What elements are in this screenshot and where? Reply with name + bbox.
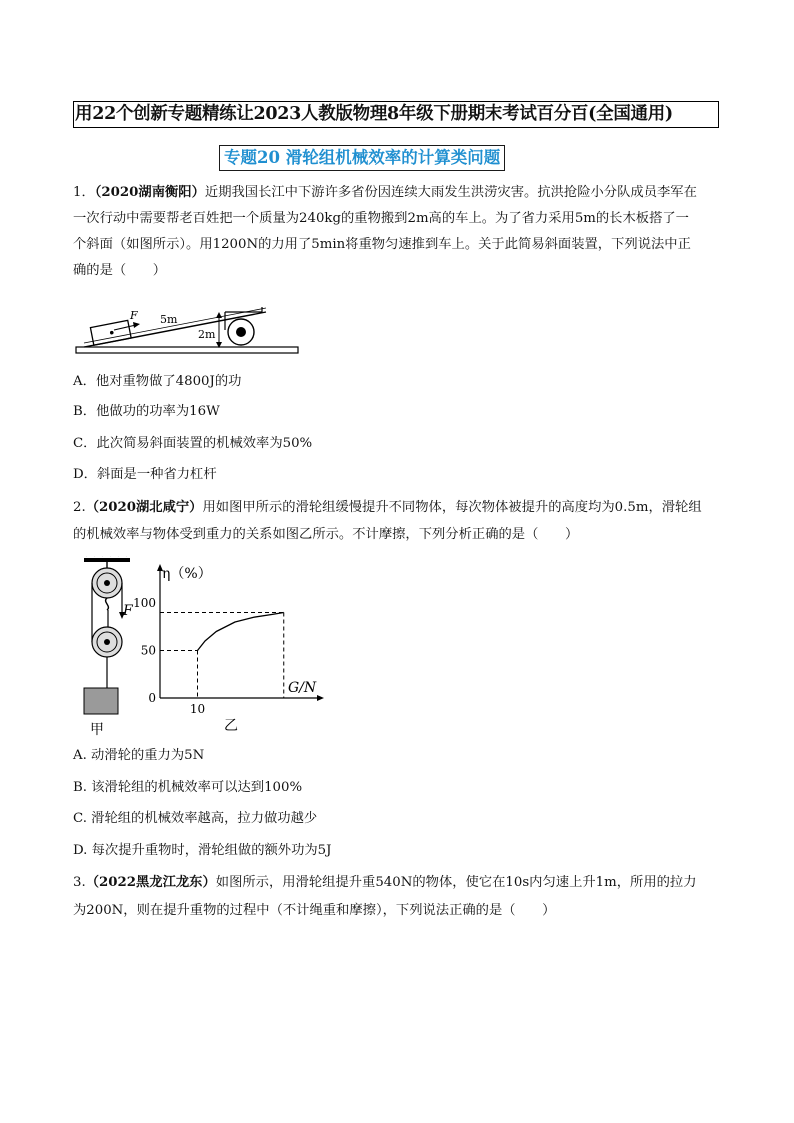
heavy-box <box>90 320 131 345</box>
question-2-option-d: D. 每次提升重物时，滑轮组做的额外功为5J <box>73 843 332 858</box>
x-axis-arrow <box>317 695 324 701</box>
question-2-option-a: A. 动滑轮的重力为5N <box>73 748 205 763</box>
topic-title: 专题20 滑轮组机械效率的计算类问题 <box>219 145 505 171</box>
incline-figure <box>70 302 302 360</box>
question-2-option-b: B. 该滑轮组的机械效率可以达到100% <box>73 780 303 795</box>
y-axis-label: η（%） <box>162 566 212 582</box>
question-text: 近期我国长江中下游许多省份因连续大雨发生洪涝灾害。抗洪抢险小分队成员李军在 <box>204 185 697 200</box>
question-2-line-2: 的机械效率与物体受到重力的关系如图乙所示。不计摩擦，下列分析正确的是（ ） <box>73 527 579 542</box>
y-tick-label: 100 <box>133 596 156 610</box>
efficiency-chart <box>132 558 332 740</box>
figure-b-caption: 乙 <box>224 718 238 734</box>
length-label: 5m <box>160 313 178 326</box>
question-text: 用如图甲所示的滑轮组缓慢提升不同物体，每次物体被提升的高度均为0.5m，滑轮组 <box>202 500 702 515</box>
force-label: F <box>130 309 138 322</box>
question-1-option-c: C．此次简易斜面装置的机械效率为50% <box>73 436 313 451</box>
question-source: （2022黑龙江龙东） <box>85 875 216 890</box>
question-number: 3. <box>73 875 86 890</box>
question-2-line-1 <box>73 495 723 521</box>
figure-a-caption: 甲 <box>90 722 104 736</box>
question-1-option-d: D．斜面是一种省力杠杆 <box>73 467 217 482</box>
efficiency-curve <box>198 613 284 651</box>
question-1-line-3: 个斜面（如图所示）。用1200N的力用了5min将重物匀速推到车上。关于此简易斜面装置，下列说法中正 <box>73 237 691 252</box>
question-number: 1． <box>73 185 95 200</box>
load-block <box>84 688 118 714</box>
question-3-line-1 <box>73 870 723 896</box>
pull-force-label: F <box>123 603 133 619</box>
x-tick-label: 10 <box>189 702 206 716</box>
question-3-line-2: 为200N，则在提升重物的过程中（不计绳重和摩擦），下列说法正确的是（ ） <box>73 903 556 918</box>
x-axis-label: G/N <box>288 680 317 696</box>
y-tick-label: 50 <box>140 643 156 658</box>
fixed-pulley <box>92 568 122 598</box>
question-source: （2020湖南衡阳） <box>94 185 205 200</box>
question-1-line-1 <box>73 180 723 206</box>
question-text: 如图所示，用滑轮组提升重540N的物体，使它在10s内匀速上升1m，所用的拉力 <box>215 875 697 890</box>
question-source: （2020湖北咸宁） <box>85 500 203 515</box>
question-number: 2. <box>73 500 86 515</box>
document-title: 用22个创新专题精练让2023人教版物理8年级下册期末考试百分百(全国通用) <box>73 101 719 128</box>
question-1-option-b: B．他做功的功率为16W <box>73 404 220 419</box>
question-1-line-4: 确的是（ ） <box>73 263 167 278</box>
y-tick-label: 0 <box>148 691 156 705</box>
question-1-option-a: A．他对重物做了4800J的功 <box>73 374 242 389</box>
movable-pulley <box>92 627 122 657</box>
height-label: 2m <box>198 328 216 341</box>
question-2-option-c: C. 滑轮组的机械效率越高，拉力做功越少 <box>73 811 318 826</box>
question-1-line-2: 一次行动中需要帮老百姓把一个质量为240kg的重物搬到2m高的车上。为了省力采用5m的长木板搭了一 <box>73 211 689 226</box>
force-arrow <box>114 325 136 330</box>
